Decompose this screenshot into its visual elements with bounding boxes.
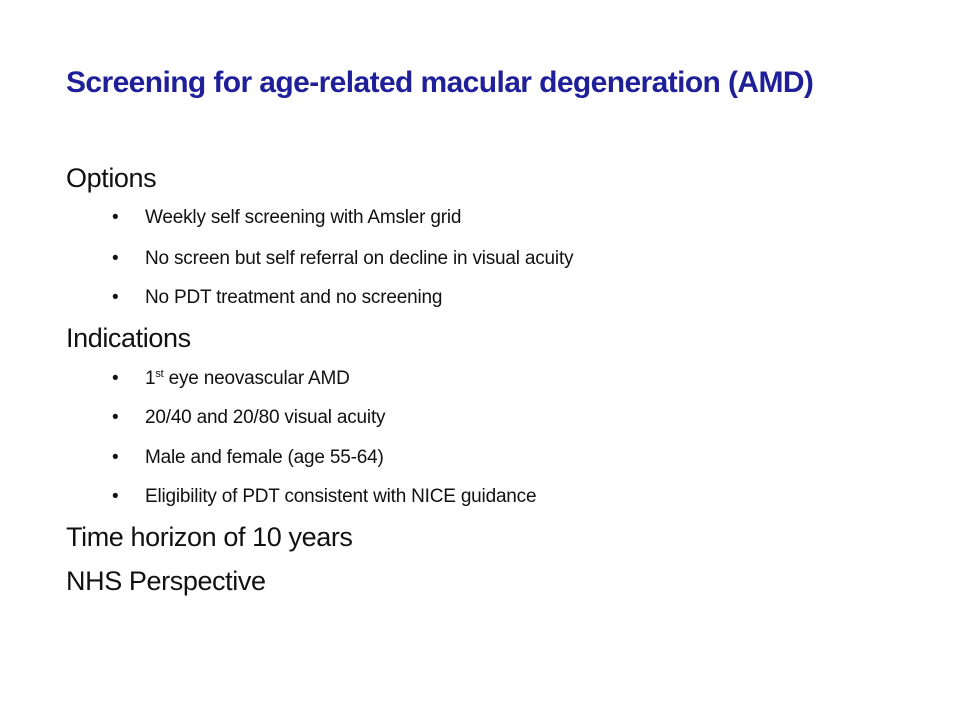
options-heading: Options (66, 163, 157, 193)
option-text: No PDT treatment and no screening (145, 287, 443, 308)
indication-text: Male and female (age 55-64) (145, 447, 384, 468)
slide-title: Screening for age-related macular degeneration (AMD) (66, 66, 814, 99)
indication-item (112, 368, 350, 390)
option-item (112, 287, 442, 309)
indication-item (112, 447, 384, 469)
option-text: No screen but self referral on decline in visual acuity (145, 248, 574, 269)
time-horizon-heading: Time horizon of 10 years (66, 522, 353, 552)
bullet-icon: • (112, 447, 119, 468)
indication-item (112, 486, 536, 508)
bullet-icon: • (112, 486, 119, 507)
bullet-icon: • (112, 248, 119, 269)
perspective-heading: NHS Perspective (66, 566, 266, 596)
indications-heading: Indications (66, 323, 191, 353)
indication-number: 1 (145, 368, 156, 389)
option-item (112, 248, 573, 270)
option-item (112, 207, 461, 229)
option-text: Weekly self screening with Amsler grid (145, 207, 462, 228)
bullet-icon: • (112, 368, 119, 389)
indication-text: 20/40 and 20/80 visual acuity (145, 407, 386, 428)
indication-item (112, 407, 385, 429)
indication-text: Eligibility of PDT consistent with NICE guidance (145, 486, 537, 507)
indication-text: eye neovascular AMD (163, 368, 350, 389)
bullet-icon: • (112, 407, 119, 428)
bullet-icon: • (112, 287, 119, 308)
ordinal-suffix: st (155, 368, 164, 380)
bullet-icon: • (112, 207, 119, 228)
